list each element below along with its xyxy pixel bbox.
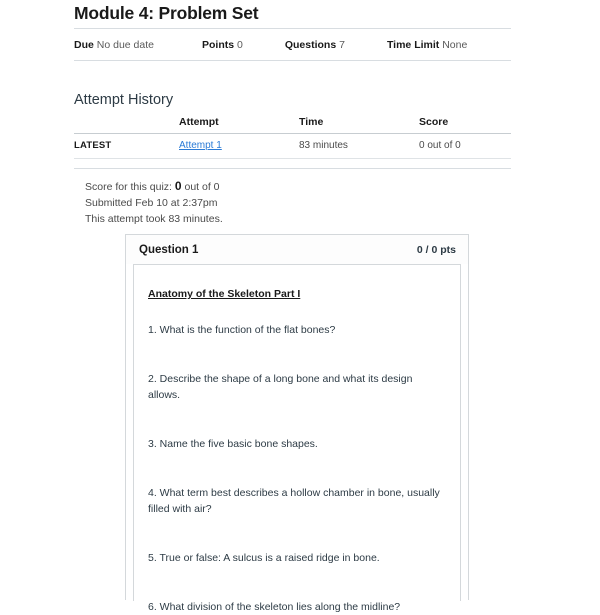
score-line — [85, 178, 223, 195]
duration-line: This attempt took 83 minutes. — [85, 213, 223, 225]
quiz-meta-row — [74, 36, 511, 54]
question-item-1: 1. What is the function of the flat bones? — [148, 324, 336, 336]
question-subtitle: Anatomy of the Skeleton Part I — [148, 288, 301, 300]
column-header-time: Time — [299, 116, 419, 134]
column-header-attempt: Attempt — [179, 116, 299, 134]
meta-questions — [285, 36, 345, 54]
meta-due-key: Due — [74, 39, 94, 51]
divider-top — [74, 28, 511, 29]
meta-questions-key: Questions — [284, 39, 337, 51]
divider-under-history — [74, 168, 511, 169]
meta-due-value: No due date — [96, 39, 154, 51]
divider-under-meta — [74, 60, 511, 61]
meta-points-value: 0 — [237, 39, 243, 51]
meta-time-limit-key: Time Limit — [386, 39, 440, 51]
column-header-score: Score — [419, 116, 511, 134]
latest-badge: LATEST — [74, 140, 112, 151]
score-suffix: out of 0 — [184, 181, 220, 193]
page-title: Module 4: Problem Set — [74, 3, 259, 23]
cell-time: 83 minutes — [299, 134, 419, 159]
attempt-1-link[interactable]: Attempt 1 — [179, 140, 222, 151]
question-points: 0 / 0 pts — [416, 243, 456, 256]
question-item-2: 2. Describe the shape of a long bone and what its design allows. — [148, 373, 413, 401]
meta-time-limit-value: None — [442, 39, 468, 51]
table-row — [74, 134, 511, 159]
question-body — [133, 264, 461, 613]
question-header — [126, 235, 468, 264]
table-header-row — [74, 116, 511, 134]
meta-time-limit — [387, 36, 467, 54]
attempt-history-table — [74, 116, 511, 159]
cell-score: 0 out of 0 — [419, 134, 511, 159]
score-value: 0 — [174, 179, 182, 193]
column-header-kept — [74, 116, 179, 134]
score-summary — [85, 178, 223, 227]
question-item-6: 6. What division of the skeleton lies along the midline? — [148, 601, 401, 613]
cell-kept — [74, 134, 179, 159]
cell-attempt — [179, 134, 299, 159]
meta-points — [202, 36, 243, 54]
question-container — [125, 234, 469, 613]
meta-due — [74, 36, 154, 54]
question-item-5: 5. True or false: A sulcus is a raised ridge in bone. — [148, 552, 380, 564]
attempt-history-heading: Attempt History — [74, 92, 174, 108]
question-item-4: 4. What term best describes a hollow chamber in bone, usually filled with air? — [148, 487, 440, 515]
question-label: Question 1 — [139, 243, 199, 256]
submitted-line: Submitted Feb 10 at 2:37pm — [85, 197, 218, 209]
meta-questions-value: 7 — [339, 39, 345, 51]
question-item-3: 3. Name the five basic bone shapes. — [148, 438, 318, 450]
meta-points-key: Points — [201, 39, 235, 51]
score-prefix: Score for this quiz: — [85, 181, 172, 193]
